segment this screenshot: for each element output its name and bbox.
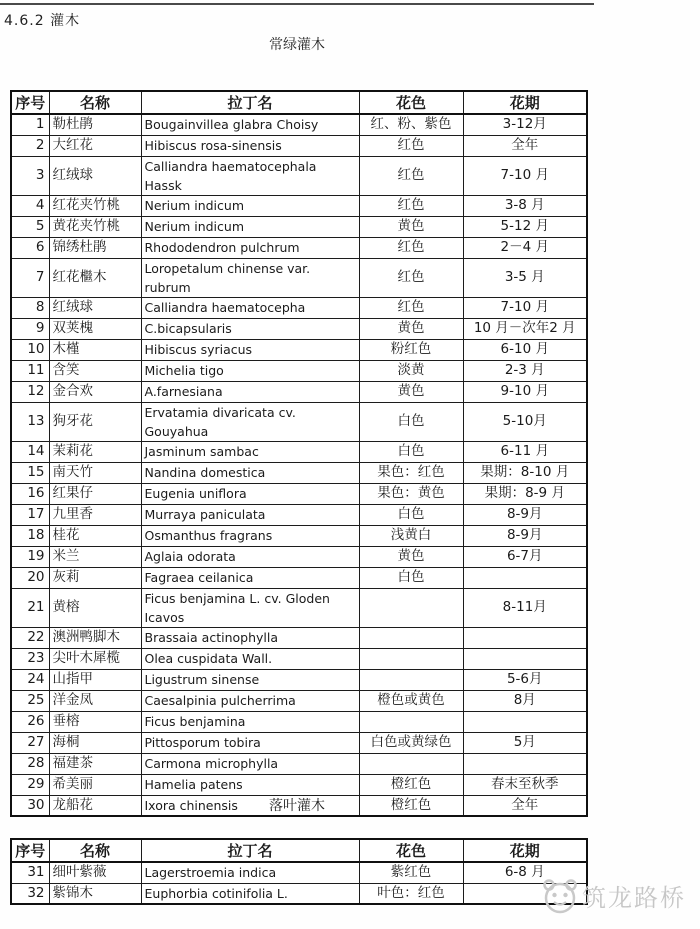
table-cell: 15 <box>11 462 49 483</box>
table-cell <box>359 753 463 774</box>
table-cell: Lagerstroemia indica <box>141 862 359 883</box>
table-row <box>11 669 587 690</box>
table-cell: 白色 <box>359 402 463 441</box>
table-row <box>11 753 587 774</box>
table-row <box>11 441 587 462</box>
section-heading: 4.6.2 灌木 <box>4 13 81 29</box>
header-cell-name: 名称 <box>49 91 141 114</box>
table-cell: 全年 <box>463 135 587 156</box>
table-cell: 26 <box>11 711 49 732</box>
table-cell: 木槿 <box>49 339 141 360</box>
table-cell: 24 <box>11 669 49 690</box>
table-cell: 6-11 月 <box>463 441 587 462</box>
table-cell: 31 <box>11 862 49 883</box>
table-cell: 红色 <box>359 195 463 216</box>
table-cell: Ficus benjamina L. cv. Gloden Icavos <box>141 588 359 627</box>
table-cell <box>359 648 463 669</box>
header-cell-index: 序号 <box>11 91 49 114</box>
table-cell: 桂花 <box>49 525 141 546</box>
table-cell: 紫红色 <box>359 862 463 883</box>
table-cell: Euphorbia cotinifolia L. <box>141 883 359 904</box>
table-cell: Brassaia actinophylla <box>141 627 359 648</box>
table-cell <box>359 627 463 648</box>
table-cell: 果色：红色 <box>359 462 463 483</box>
table-cell: Hibiscus syriacus <box>141 339 359 360</box>
table-cell: Bougainvillea glabra Choisy <box>141 114 359 135</box>
table-cell <box>463 753 587 774</box>
table-cell: Ervatamia divaricata cv. Gouyahua <box>141 402 359 441</box>
table-cell: 全年 <box>463 795 587 816</box>
table-cell: Rhododendron pulchrum <box>141 237 359 258</box>
table-row <box>11 114 587 135</box>
table-cell: 5月 <box>463 732 587 753</box>
table-cell: Fagraea ceilanica <box>141 567 359 588</box>
header-cell-period: 花期 <box>463 91 587 114</box>
table-cell: 28 <box>11 753 49 774</box>
table-cell: 粉红色 <box>359 339 463 360</box>
table-cell: 8-9月 <box>463 504 587 525</box>
table-cell: Osmanthus fragrans <box>141 525 359 546</box>
header-cell-color: 花色 <box>359 839 463 862</box>
table-row <box>11 546 587 567</box>
table-cell: 32 <box>11 883 49 904</box>
table-cell: Jasminum sambac <box>141 441 359 462</box>
table-cell: 5-12 月 <box>463 216 587 237</box>
table-row <box>11 862 587 883</box>
table-cell: 10 <box>11 339 49 360</box>
table-cell: 17 <box>11 504 49 525</box>
table-cell <box>463 883 587 904</box>
table-cell: Murraya paniculata <box>141 504 359 525</box>
table-cell: 2-3 月 <box>463 360 587 381</box>
table-cell: 米兰 <box>49 546 141 567</box>
header-cell-period: 花期 <box>463 839 587 862</box>
table-cell: 果色：黄色 <box>359 483 463 504</box>
table-cell: 22 <box>11 627 49 648</box>
table-cell: Calliandra haematocephala Hassk <box>141 156 359 195</box>
table-cell: 10 月－次年2 月 <box>463 318 587 339</box>
table-cell: 黄色 <box>359 546 463 567</box>
table-cell <box>359 711 463 732</box>
table-cell: Nandina domestica <box>141 462 359 483</box>
table-cell: 叶色：红色 <box>359 883 463 904</box>
table-cell: Michelia tigo <box>141 360 359 381</box>
deciduous-shrub-table <box>10 838 588 905</box>
table-cell: 红色 <box>359 156 463 195</box>
table-cell: 澳洲鸭脚木 <box>49 627 141 648</box>
table-cell: 1 <box>11 114 49 135</box>
table-cell: 橙红色 <box>359 795 463 816</box>
table-cell: 2 <box>11 135 49 156</box>
table-cell: 茉莉花 <box>49 441 141 462</box>
table-cell: 红绒球 <box>49 297 141 318</box>
table-cell: 2－4 月 <box>463 237 587 258</box>
table-cell: 山指甲 <box>49 669 141 690</box>
table-row <box>11 483 587 504</box>
table-row <box>11 504 587 525</box>
table-cell: 4 <box>11 195 49 216</box>
table-row <box>11 732 587 753</box>
table-cell: Carmona microphylla <box>141 753 359 774</box>
table-cell: 白色或黄绿色 <box>359 732 463 753</box>
table-row <box>11 237 587 258</box>
evergreen-shrub-table <box>10 90 588 817</box>
table-cell: Hamelia patens <box>141 774 359 795</box>
table-cell: 九里香 <box>49 504 141 525</box>
table-row <box>11 588 587 627</box>
table-cell: 7 <box>11 258 49 297</box>
table-cell: 8 <box>11 297 49 318</box>
table-cell: 18 <box>11 525 49 546</box>
table-cell: 海桐 <box>49 732 141 753</box>
table-cell: 7-10 月 <box>463 297 587 318</box>
table-row <box>11 360 587 381</box>
table-cell: 紫锦木 <box>49 883 141 904</box>
table-row <box>11 648 587 669</box>
table-cell: 25 <box>11 690 49 711</box>
table-cell: 黄花夹竹桃 <box>49 216 141 237</box>
table-row <box>11 339 587 360</box>
table-cell: 金合欢 <box>49 381 141 402</box>
table-header-row <box>11 839 587 862</box>
table-cell: 黄榕 <box>49 588 141 627</box>
table-cell: 29 <box>11 774 49 795</box>
table-cell: 果期：8-9 月 <box>463 483 587 504</box>
header-cell-name: 名称 <box>49 839 141 862</box>
evergreen-table-body <box>11 114 587 816</box>
table-cell: 红色 <box>359 258 463 297</box>
table-cell: 白色 <box>359 567 463 588</box>
table-cell: 7-10 月 <box>463 156 587 195</box>
table-cell: 8-11月 <box>463 588 587 627</box>
deciduous-table-title: 落叶灌木 <box>269 798 325 814</box>
table-cell <box>463 648 587 669</box>
table-cell: 锦绣杜鹃 <box>49 237 141 258</box>
table-cell: Ficus benjamina <box>141 711 359 732</box>
table-cell: 大红花 <box>49 135 141 156</box>
header-cell-color: 花色 <box>359 91 463 114</box>
table-cell: Calliandra haematocepha <box>141 297 359 318</box>
table-cell: 5-10月 <box>463 402 587 441</box>
table-row <box>11 462 587 483</box>
table-cell: 8月 <box>463 690 587 711</box>
table-cell: 希美丽 <box>49 774 141 795</box>
header-cell-latin: 拉丁名 <box>141 91 359 114</box>
table-cell: 9 <box>11 318 49 339</box>
table-cell: 5-6月 <box>463 669 587 690</box>
table-cell: 双荚槐 <box>49 318 141 339</box>
table-cell <box>463 711 587 732</box>
table-cell: 红色 <box>359 297 463 318</box>
evergreen-table-title: 常绿灌木 <box>269 37 325 53</box>
table-cell: 3-12月 <box>463 114 587 135</box>
table-cell: 3-5 月 <box>463 258 587 297</box>
table-cell: 6-8 月 <box>463 862 587 883</box>
table-cell: 龙船花 <box>49 795 141 816</box>
table-row <box>11 195 587 216</box>
table-cell: Caesalpinia pulcherrima <box>141 690 359 711</box>
table-cell: 春末至秋季 <box>463 774 587 795</box>
table-cell <box>463 567 587 588</box>
table-cell: 21 <box>11 588 49 627</box>
table-cell: 13 <box>11 402 49 441</box>
table-cell: 5 <box>11 216 49 237</box>
table-cell <box>359 588 463 627</box>
table-cell: Loropetalum chinense var. rubrum <box>141 258 359 297</box>
table-cell: 27 <box>11 732 49 753</box>
table-cell: 洋金凤 <box>49 690 141 711</box>
table-cell: 3 <box>11 156 49 195</box>
table-cell <box>463 627 587 648</box>
table-cell: 细叶紫薇 <box>49 862 141 883</box>
table-cell: 淡黄 <box>359 360 463 381</box>
table-cell: 6 <box>11 237 49 258</box>
table-cell: 黄色 <box>359 318 463 339</box>
table-cell: Aglaia odorata <box>141 546 359 567</box>
table-row <box>11 711 587 732</box>
table-cell: 14 <box>11 441 49 462</box>
table-cell: 狗牙花 <box>49 402 141 441</box>
table-cell: Pittosporum tobira <box>141 732 359 753</box>
table-row <box>11 258 587 297</box>
table-row <box>11 525 587 546</box>
table-cell: Nerium indicum <box>141 195 359 216</box>
table-cell: 红果仔 <box>49 483 141 504</box>
table-cell: 20 <box>11 567 49 588</box>
table-cell: 灰莉 <box>49 567 141 588</box>
table-cell: 橙红色 <box>359 774 463 795</box>
table-cell: 含笑 <box>49 360 141 381</box>
header-cell-latin: 拉丁名 <box>141 839 359 862</box>
table-cell: 红、粉、紫色 <box>359 114 463 135</box>
table-cell: 红花夹竹桃 <box>49 195 141 216</box>
table-cell: 11 <box>11 360 49 381</box>
table-cell: 黄色 <box>359 216 463 237</box>
table-cell: 3-8 月 <box>463 195 587 216</box>
table-cell: 果期：8-10 月 <box>463 462 587 483</box>
table-row <box>11 774 587 795</box>
table-cell: 福建茶 <box>49 753 141 774</box>
table-cell: 8-9月 <box>463 525 587 546</box>
table-row <box>11 690 587 711</box>
table-cell: 6-10 月 <box>463 339 587 360</box>
table-cell: 浅黄白 <box>359 525 463 546</box>
table-cell: C.bicapsularis <box>141 318 359 339</box>
table-cell: 12 <box>11 381 49 402</box>
table-row <box>11 883 587 904</box>
table-cell: A.farnesiana <box>141 381 359 402</box>
table-cell: 黄色 <box>359 381 463 402</box>
table-cell: 30 <box>11 795 49 816</box>
table-cell <box>359 669 463 690</box>
watermark-text: 筑龙路桥 <box>582 883 686 912</box>
table-cell: 19 <box>11 546 49 567</box>
table-cell: 橙色或黄色 <box>359 690 463 711</box>
table-cell: 红绒球 <box>49 156 141 195</box>
table-cell: Ligustrum sinense <box>141 669 359 690</box>
table-cell: 南天竹 <box>49 462 141 483</box>
table-cell: 9-10 月 <box>463 381 587 402</box>
table-cell: 垂榕 <box>49 711 141 732</box>
deciduous-table-body <box>11 862 587 904</box>
table-cell: 红花檵木 <box>49 258 141 297</box>
table-row <box>11 318 587 339</box>
table-cell: 尖叶木犀榄 <box>49 648 141 669</box>
table-cell: 红色 <box>359 135 463 156</box>
table-cell: 红色 <box>359 237 463 258</box>
table-row <box>11 567 587 588</box>
table-cell: 勒杜鹃 <box>49 114 141 135</box>
table-cell: Nerium indicum <box>141 216 359 237</box>
table-cell: Hibiscus rosa-sinensis <box>141 135 359 156</box>
table-cell: 白色 <box>359 504 463 525</box>
table-cell: Eugenia uniflora <box>141 483 359 504</box>
table-cell: 6-7月 <box>463 546 587 567</box>
table-cell: 23 <box>11 648 49 669</box>
table-row <box>11 216 587 237</box>
table-header-row <box>11 91 587 114</box>
table-cell: Olea cuspidata Wall. <box>141 648 359 669</box>
top-divider <box>0 3 594 5</box>
header-cell-index: 序号 <box>11 839 49 862</box>
table-row <box>11 297 587 318</box>
table-cell: 16 <box>11 483 49 504</box>
table-cell: Ixora chinensis <box>141 795 359 816</box>
table-row <box>11 402 587 441</box>
table-row <box>11 135 587 156</box>
table-cell: 白色 <box>359 441 463 462</box>
table-row <box>11 627 587 648</box>
table-row <box>11 156 587 195</box>
table-row <box>11 381 587 402</box>
